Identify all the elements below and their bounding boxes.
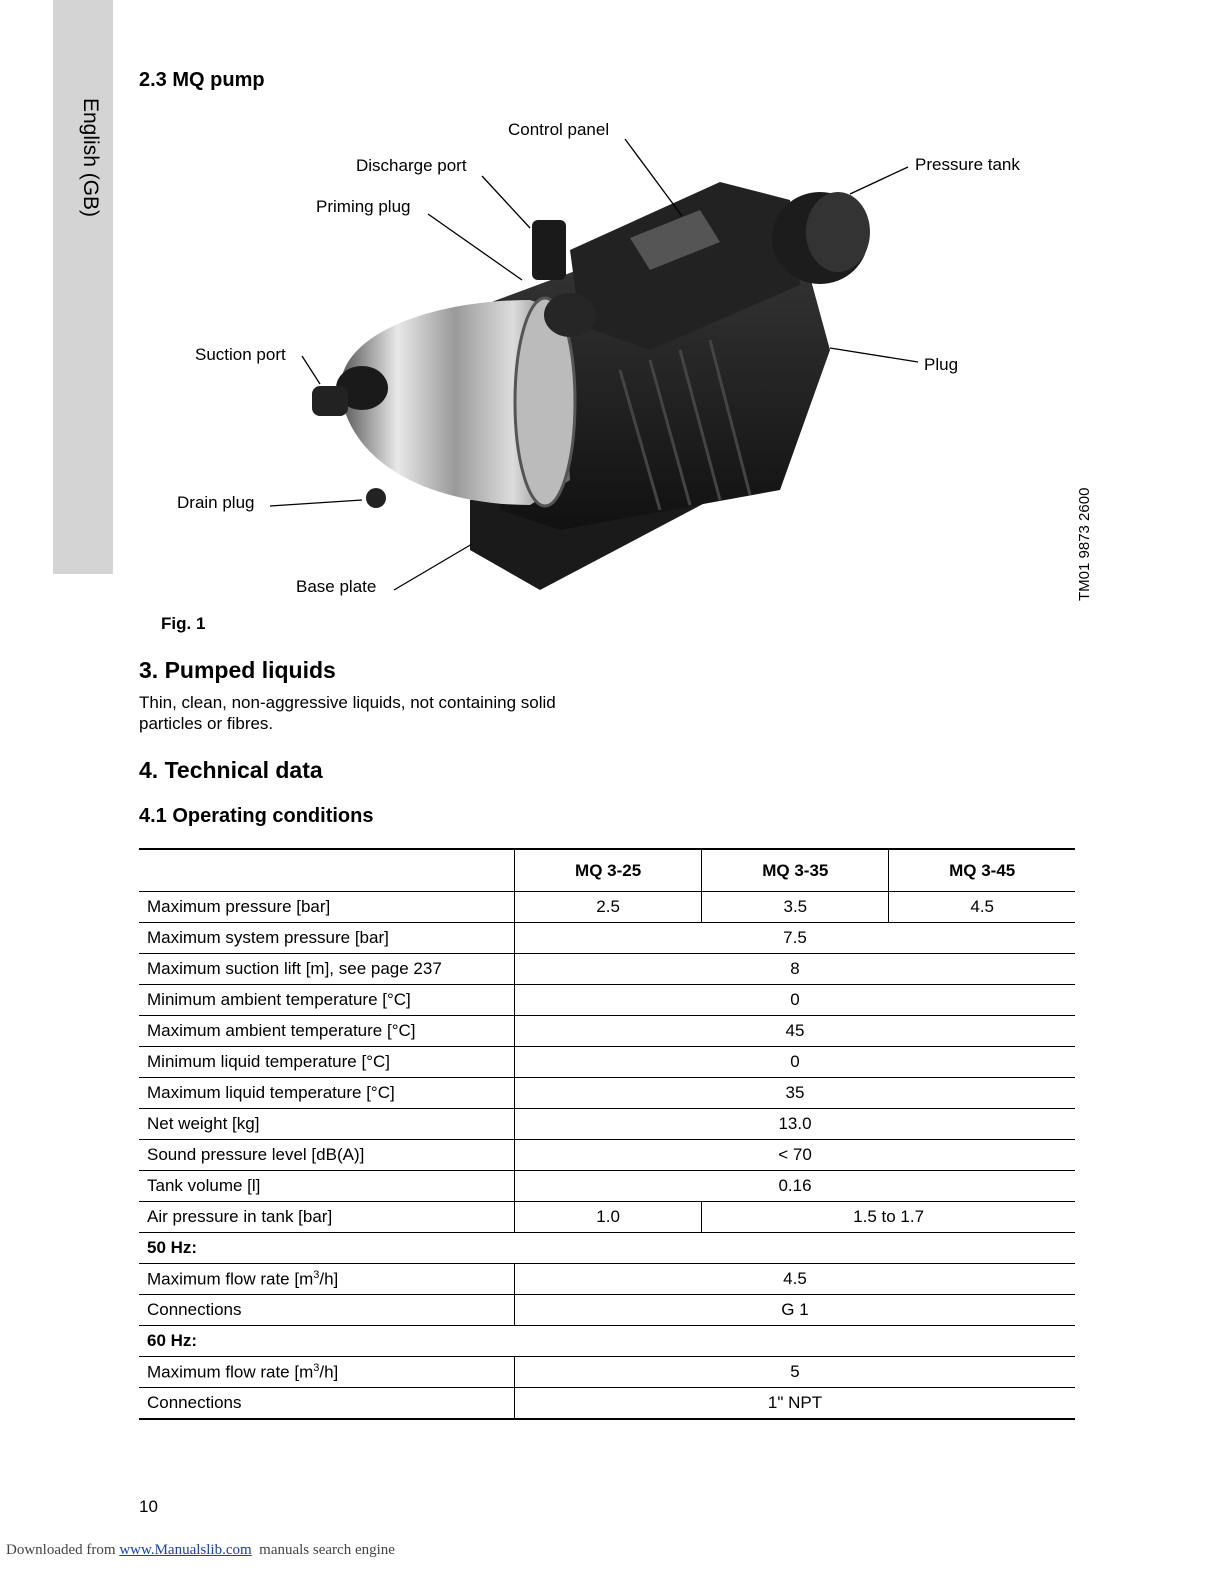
- footer-suffix: manuals search engine: [251, 1542, 395, 1558]
- table-row: [139, 892, 1075, 923]
- table-row: [139, 1202, 1075, 1233]
- row-label: Maximum flow rate $[m^3/h]$: [139, 1357, 515, 1388]
- cell-value: 0.16: [515, 1171, 1076, 1202]
- table-row: [139, 923, 1075, 954]
- table-row: [139, 1171, 1075, 1202]
- row-label: Maximum system pressure [bar]: [139, 923, 515, 954]
- cell-value: 1" NPT: [515, 1388, 1076, 1420]
- language-side-tab: [53, 0, 113, 574]
- callout-base-plate: Base plate: [296, 577, 377, 596]
- row-label: Net weight [kg]: [139, 1109, 515, 1140]
- cell-value: 0: [515, 985, 1076, 1016]
- manualslib-link[interactable]: www.Manualslib.com: [119, 1542, 252, 1558]
- table-header-row: [139, 849, 1075, 892]
- row-label: Minimum ambient temperature [°C]: [139, 985, 515, 1016]
- cell-value: 4.5: [515, 1264, 1076, 1295]
- table-row: [139, 954, 1075, 985]
- callout-priming-plug: Priming plug: [316, 197, 411, 216]
- callout-discharge-port: Discharge port: [356, 156, 467, 175]
- cell-value: 7.5: [515, 923, 1076, 954]
- table-header-mq-3-25: MQ 3-25: [515, 849, 702, 892]
- table-row: [139, 1016, 1075, 1047]
- group-label-50hz: 50 Hz:: [139, 1233, 1075, 1264]
- table-row: [139, 1357, 1075, 1388]
- cell-value: 2.5: [515, 892, 702, 923]
- pump-figure: [140, 110, 1080, 610]
- row-label: Maximum suction lift [m], see page 237: [139, 954, 515, 985]
- callout-pressure-tank: Pressure tank: [915, 155, 1020, 174]
- table-row: [139, 1264, 1075, 1295]
- section-title-3: 3. Pumped liquids: [139, 657, 336, 683]
- callout-plug: Plug: [924, 355, 959, 374]
- table-group-row: [139, 1326, 1075, 1357]
- cell-value: 1.0: [515, 1202, 702, 1233]
- cell-value: 0: [515, 1047, 1076, 1078]
- row-label: Maximum pressure [bar]: [139, 892, 515, 923]
- table-group-row: [139, 1233, 1075, 1264]
- row-label: Maximum ambient temperature [°C]: [139, 1016, 515, 1047]
- cell-value: 8: [515, 954, 1076, 985]
- section-title-4: 4. Technical data: [139, 757, 323, 783]
- table-row: [139, 1078, 1075, 1109]
- language-label: English (GB): [79, 98, 102, 218]
- row-label: Connections: [139, 1388, 515, 1420]
- cell-value: 35: [515, 1078, 1076, 1109]
- row-label: Maximum flow rate $[m^3/h]$: [139, 1264, 515, 1295]
- table-row: [139, 1295, 1075, 1326]
- page-number: 10: [139, 1497, 158, 1516]
- table-header-mq-3-35: MQ 3-35: [702, 849, 889, 892]
- group-label-60hz: 60 Hz:: [139, 1326, 1075, 1357]
- cell-value: < 70: [515, 1140, 1076, 1171]
- row-label: Minimum liquid temperature [°C]: [139, 1047, 515, 1078]
- section-title-4-1: 4.1 Operating conditions: [139, 805, 374, 827]
- row-label: Maximum liquid temperature [°C]: [139, 1078, 515, 1109]
- figure-reference-code: TM01 9873 2600: [1076, 487, 1093, 601]
- callout-suction-port: Suction port: [195, 345, 286, 364]
- cell-value: 45: [515, 1016, 1076, 1047]
- pumped-liquids-text: Thin, clean, non-aggressive liquids, not containing solid particles or fibres.: [139, 693, 556, 733]
- table-row: [139, 985, 1075, 1016]
- cell-value: 13.0: [515, 1109, 1076, 1140]
- row-label: Sound pressure level [dB(A)]: [139, 1140, 515, 1171]
- table-row: [139, 1140, 1075, 1171]
- callout-control-panel: Control panel: [508, 120, 610, 139]
- cell-value: G 1: [515, 1295, 1076, 1326]
- table-header-mq-3-45: MQ 3-45: [889, 849, 1075, 892]
- cell-value: 4.5: [889, 892, 1075, 923]
- footer-prefix: Downloaded from: [6, 1542, 120, 1558]
- table-header-empty: [139, 849, 515, 892]
- cell-value: 1.5 to 1.7: [702, 1202, 1075, 1233]
- table-row: [139, 1388, 1075, 1420]
- cell-value: 3.5: [702, 892, 889, 923]
- download-footer: [6, 1542, 395, 1559]
- callout-drain-plug: Drain plug: [177, 493, 255, 512]
- row-label: Air pressure in tank [bar]: [139, 1202, 515, 1233]
- row-label: Tank volume [l]: [139, 1171, 515, 1202]
- table-row: [139, 1047, 1075, 1078]
- section-title-2-3: 2.3 MQ pump: [139, 69, 265, 91]
- table-row: [139, 1109, 1075, 1140]
- row-label: Connections: [139, 1295, 515, 1326]
- figure-caption: Fig. 1: [161, 614, 206, 633]
- operating-conditions-table: [139, 848, 1075, 1420]
- cell-value: 5: [515, 1357, 1076, 1388]
